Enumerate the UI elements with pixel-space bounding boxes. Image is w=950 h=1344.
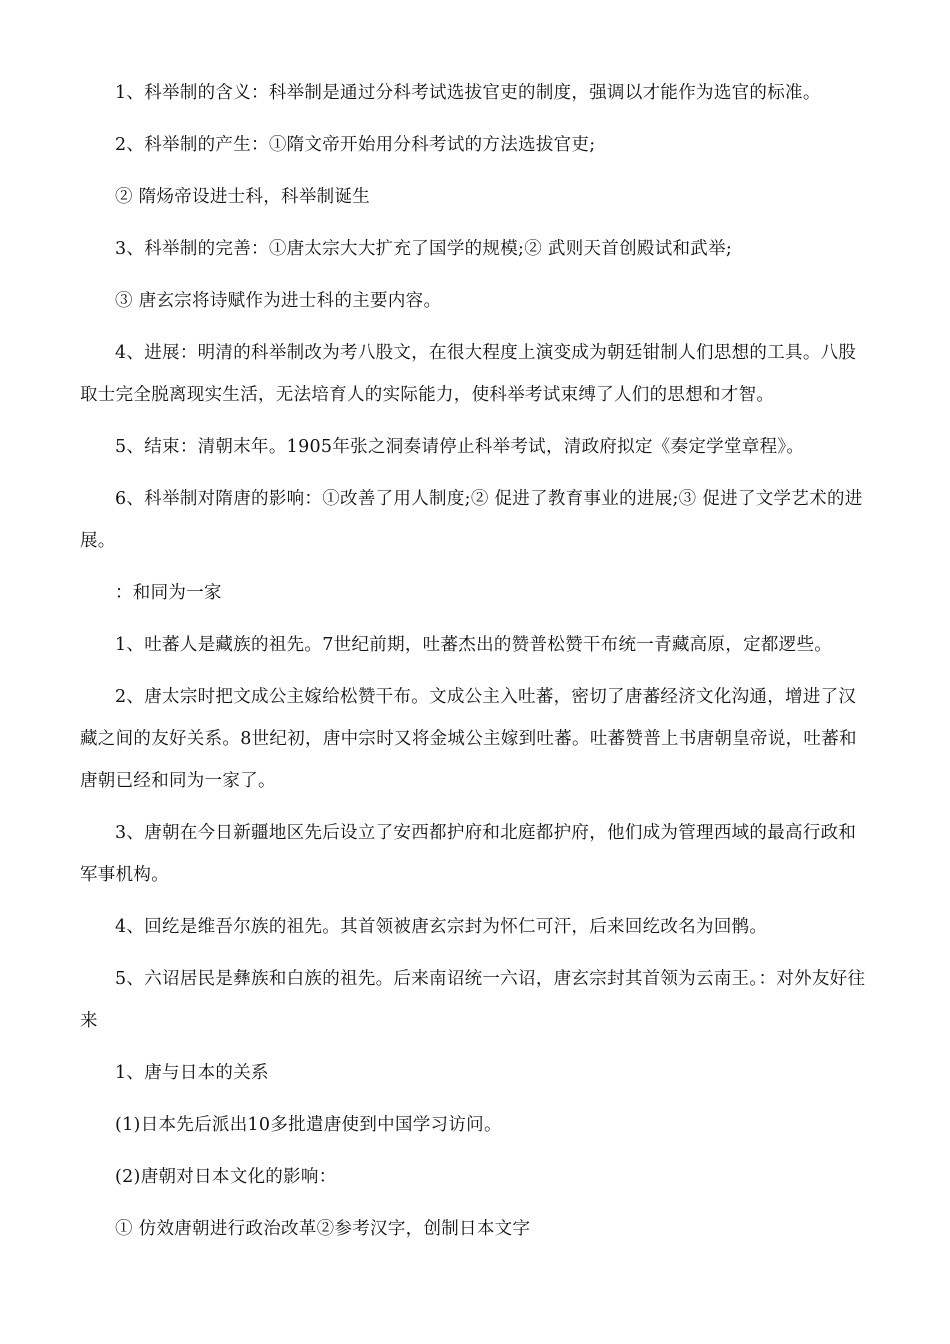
paragraph-exam-influence: 6、科举制对隋唐的影响：①改善了用人制度;② 促进了教育事业的进展;③ 促进了文学艺术的进展。 [80, 489, 863, 551]
paragraph-huihe: 4、回纥是维吾尔族的祖先。其首领被唐玄宗封为怀仁可汗，后来回纥改名为回鹘。 [115, 917, 768, 937]
paragraph-japanese-envoys: (1)日本先后派出10多批遣唐使到中国学习访问。 [115, 1115, 502, 1135]
section-heading-one-family: ：和同为一家 [115, 583, 222, 603]
paragraph-sui-yang-jinshi: ② 隋炀帝设进士科，科举制诞生 [115, 187, 371, 207]
paragraph-imperial-exam-origin: 2、科举制的产生：①隋文帝开始用分科考试的方法选拔官吏; [115, 135, 596, 155]
paragraph-liuzhao: 5、六诏居民是彝族和白族的祖先。后来南诏统一六诏，唐玄宗封其首领为云南王。：对外友好往来 [80, 969, 866, 1031]
paragraph-protectorates: 3、唐朝在今日新疆地区先后设立了安西都护府和北庭都护府，他们成为管理西域的最高行政和军事机构。 [80, 823, 857, 885]
paragraph-political-reform-writing: ① 仿效唐朝进行政治改革②参考汉字，创制日本文字 [115, 1219, 531, 1239]
document-body [80, 72, 870, 1260]
paragraph-princess-wencheng: 2、唐太宗时把文成公主嫁给松赞干布。文成公主入吐蕃，密切了唐蕃经济文化沟通，增进了汉藏之间的友好关系。8世纪初，唐中宗时又将金城公主嫁到吐蕃。吐蕃赞普上书唐朝皇帝说，吐蕃和唐朝已经和同为一家了。 [80, 687, 857, 791]
paragraph-exam-abolition: 5、结束：清朝末年。1905年张之洞奏请停止科举考试，清政府拟定《奏定学堂章程》。 [115, 437, 805, 457]
paragraph-tang-japan-relations: 1、唐与日本的关系 [115, 1063, 269, 1083]
paragraph-imperial-exam-improvement: 3、科举制的完善：①唐太宗大大扩充了国学的规模;② 武则天首创殿试和武举; [115, 239, 733, 259]
paragraph-ming-qing-development: 4、进展：明清的科举制改为考八股文，在很大程度上演变成为朝廷钳制人们思想的工具。八股取士完全脱离现实生活，无法培育人的实际能力，使科举考试束缚了人们的思想和才智。 [80, 343, 857, 405]
paragraph-tang-influence-japan: (2)唐朝对日本文化的影响： [115, 1167, 337, 1187]
paragraph-tubo-ancestors: 1、吐蕃人是藏族的祖先。7世纪前期，吐蕃杰出的赞普松赞干布统一青藏高原，定都逻些。 [115, 635, 833, 655]
paragraph-imperial-exam-definition: 1、科举制的含义：科举制是通过分科考试选拔官吏的制度，强调以才能作为选官的标准。 [115, 83, 821, 103]
paragraph-tang-xuanzong-poetry: ③ 唐玄宗将诗赋作为进士科的主要内容。 [115, 291, 442, 311]
